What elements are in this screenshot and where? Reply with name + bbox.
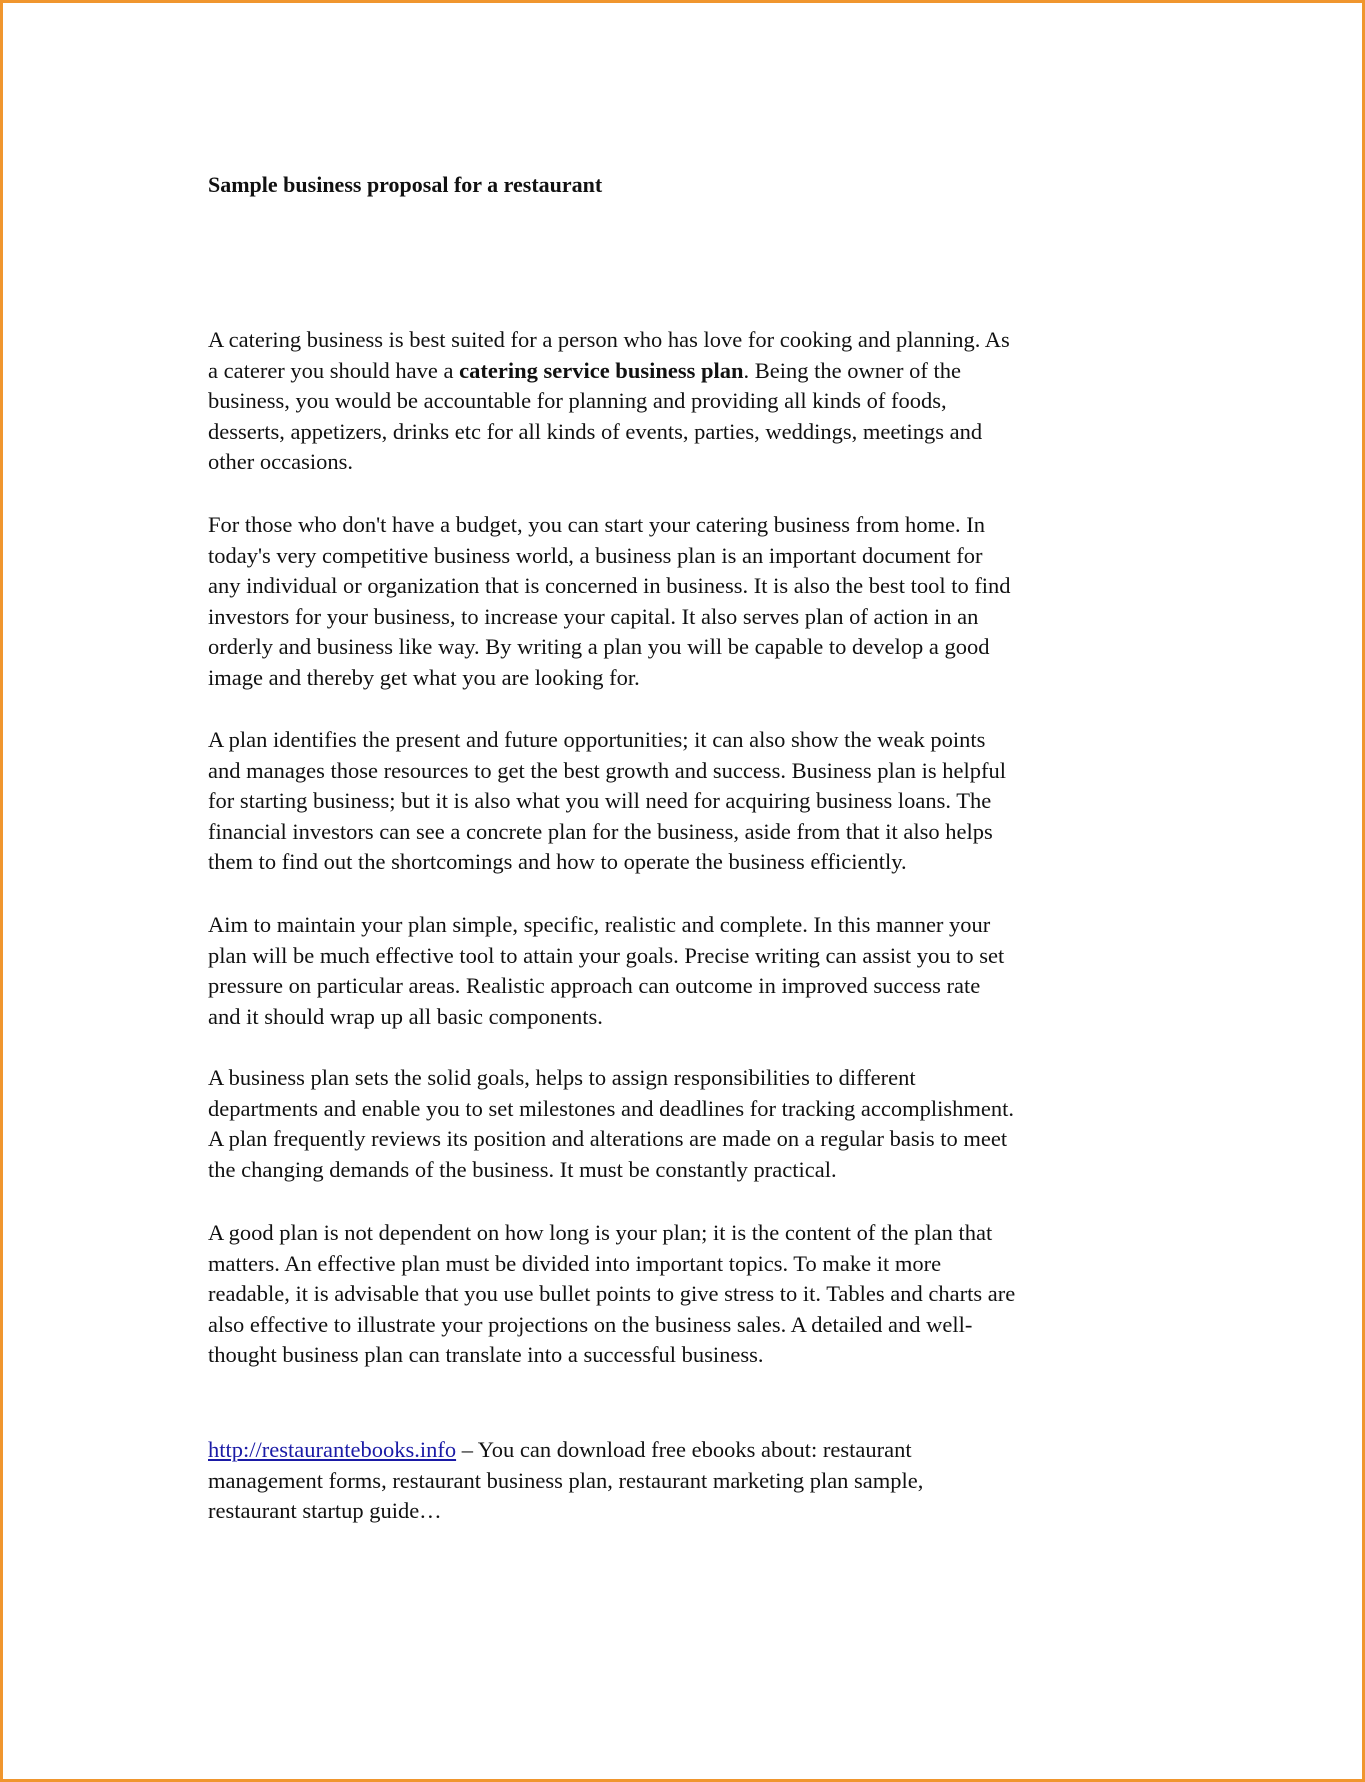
text-run: – You can download free ebooks about: restaurant bbox=[456, 1437, 912, 1462]
paragraph-simple-plan bbox=[208, 910, 1168, 1032]
paragraph-line: pressure on particular areas. Realistic approach can outcome in improved success rate bbox=[208, 973, 981, 998]
footer-note bbox=[208, 1435, 1168, 1527]
text-run: . Being the owner of the bbox=[743, 357, 961, 383]
paragraph-line: any individual or organization that is concerned in business. It is also the best tool to find bbox=[208, 573, 1011, 598]
paragraph-line: also effective to illustrate your projections on the business sales. A detailed and well- bbox=[208, 1311, 973, 1337]
paragraph-line: and it should wrap up all basic components. bbox=[208, 1003, 603, 1029]
document-title: Sample business proposal for a restaurant bbox=[208, 172, 603, 197]
paragraph-line: matters. An effective plan must be divided into important topics. To make it more bbox=[208, 1250, 942, 1276]
paragraph-line: image and thereby get what you are looking for. bbox=[208, 664, 640, 690]
paragraph-opportunities bbox=[208, 725, 1168, 878]
paragraph-line: management forms, restaurant business plan, restaurant marketing plan sample, bbox=[208, 1467, 924, 1493]
restaurantebooks-link[interactable]: http://restaurantebooks.info bbox=[208, 1437, 457, 1462]
paragraph-line: For those who don't have a budget, you can start your catering business from home. In bbox=[208, 512, 986, 537]
paragraph-goals bbox=[208, 1063, 1168, 1185]
paragraph-line: desserts, appetizers, drinks etc for all kinds of events, parties, weddings, meetings and bbox=[208, 418, 983, 444]
paragraph-line: investors for your business, to increase your capital. It also serves plan of action in an bbox=[208, 603, 979, 629]
paragraph-line: Aim to maintain your plan simple, specific, realistic and complete. In this manner your bbox=[208, 912, 991, 937]
paragraph-line: business, you would be accountable for planning and providing all kinds of foods, bbox=[208, 388, 947, 413]
paragraph-line: and manages those resources to get the best growth and success. Business plan is helpful bbox=[208, 757, 1006, 783]
paragraph-line: A plan frequently reviews its position and alterations are made on a regular basis to meet bbox=[208, 1126, 1008, 1151]
paragraph-line: thought business plan can translate into a successful business. bbox=[208, 1342, 764, 1367]
paragraph-line: A good plan is not dependent on how long is your plan; it is the content of the plan that bbox=[208, 1220, 993, 1245]
paragraph-line: restaurant startup guide… bbox=[208, 1498, 442, 1523]
paragraph-line bbox=[208, 1435, 1168, 1466]
paragraph-line: readable, it is advisable that you use bullet points to give stress to it. Tables and charts are bbox=[208, 1281, 1016, 1306]
paragraph-line: the changing demands of the business. It must be constantly practical. bbox=[208, 1156, 837, 1182]
paragraph-line: them to find out the shortcomings and how to operate the business efficiently. bbox=[208, 849, 907, 874]
paragraph-line: A business plan sets the solid goals, helps to assign responsibilities to different bbox=[208, 1065, 916, 1090]
paragraph-line: for starting business; but it is also what you will need for acquiring business loans. The bbox=[208, 788, 992, 813]
paragraph-line: financial investors can see a concrete plan for the business, aside from that it also helps bbox=[208, 818, 993, 844]
paragraph-budget bbox=[208, 510, 1168, 693]
paragraph-line: other occasions. bbox=[208, 449, 353, 474]
bold-phrase: catering service business plan bbox=[459, 357, 744, 383]
paragraph-good-plan bbox=[208, 1218, 1168, 1371]
paragraph-line: today's very competitive business world, a business plan is an important document for bbox=[208, 542, 983, 568]
paragraph-line: departments and enable you to set milestones and deadlines for tracking accomplishment. bbox=[208, 1095, 1015, 1121]
paragraph-line: plan will be much effective tool to attain your goals. Precise writing can assist you to set bbox=[208, 942, 1005, 968]
paragraph-intro bbox=[208, 325, 1168, 478]
paragraph-line: orderly and business like way. By writing a plan you will be capable to develop a good bbox=[208, 634, 990, 659]
paragraph-line: A plan identifies the present and future opportunities; it can also show the weak points bbox=[208, 727, 986, 752]
paragraph-line: A catering business is best suited for a person who has love for cooking and planning. As bbox=[208, 327, 1010, 352]
text-run: a caterer you should have a bbox=[208, 357, 460, 383]
paragraph-line bbox=[208, 356, 1168, 387]
